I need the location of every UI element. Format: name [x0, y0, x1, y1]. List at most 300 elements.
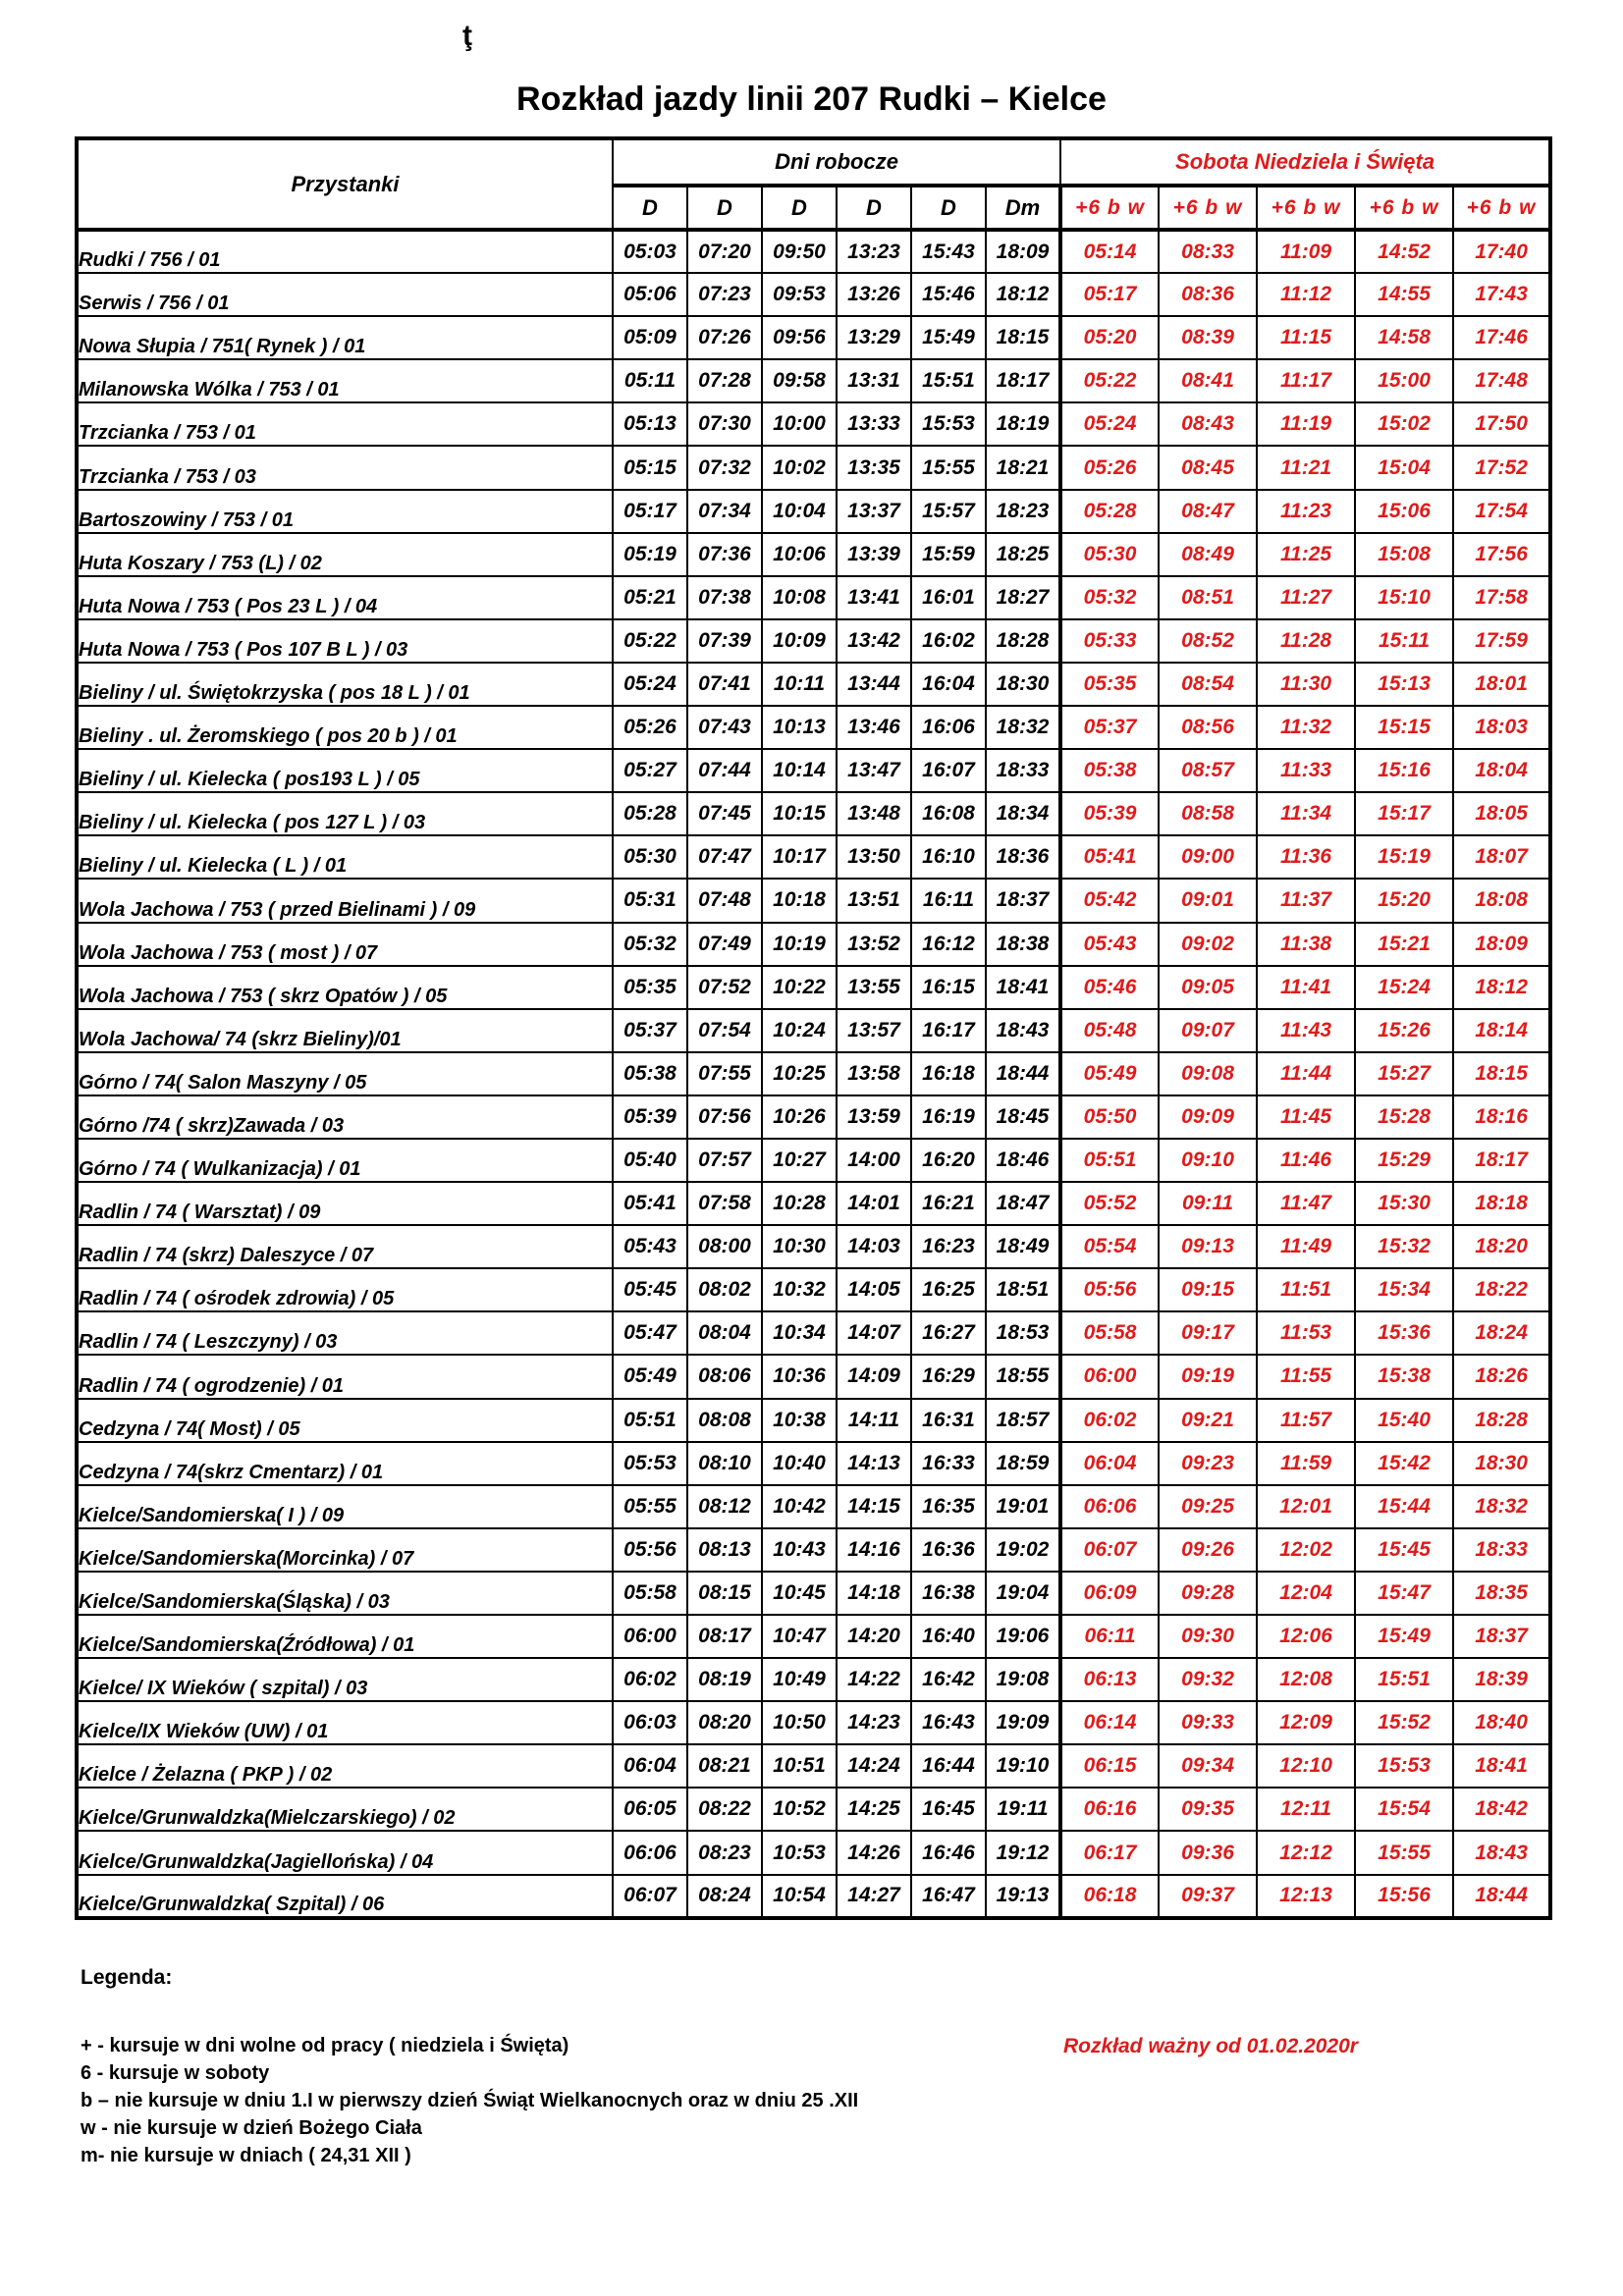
workday-time: 14:05	[837, 1268, 911, 1311]
workday-time: 16:27	[911, 1311, 986, 1355]
workday-time: 05:56	[613, 1528, 687, 1572]
top-mark: ţ	[462, 20, 472, 52]
workday-time: 06:03	[613, 1701, 687, 1744]
workday-time: 10:27	[762, 1139, 837, 1182]
weekend-time: 12:11	[1257, 1788, 1355, 1831]
workday-time: 14:01	[837, 1182, 911, 1225]
weekend-time: 17:48	[1453, 359, 1550, 402]
weekend-time: 18:12	[1453, 966, 1550, 1009]
weekend-time: 08:45	[1159, 446, 1257, 489]
workday-time: 18:28	[986, 619, 1060, 663]
weekend-time: 08:43	[1159, 402, 1257, 446]
workday-time: 05:58	[613, 1572, 687, 1615]
workday-time: 05:31	[613, 879, 687, 922]
weekend-time: 05:42	[1060, 879, 1159, 922]
workday-time: 18:25	[986, 533, 1060, 576]
weekend-time: 08:56	[1159, 706, 1257, 749]
workday-time: 18:46	[986, 1139, 1060, 1182]
weekend-time: 05:20	[1060, 316, 1159, 359]
stop-name: Bieliny . ul. Żeromskiego ( pos 20 b ) / 01	[77, 706, 613, 749]
weekend-time: 11:44	[1257, 1052, 1355, 1095]
weekend-time: 18:30	[1453, 1442, 1550, 1485]
weekend-time: 06:16	[1060, 1788, 1159, 1831]
workday-time: 13:58	[837, 1052, 911, 1095]
workday-time: 10:19	[762, 923, 837, 966]
workday-time: 19:04	[986, 1572, 1060, 1615]
workday-time: 13:33	[837, 402, 911, 446]
workday-time: 14:20	[837, 1615, 911, 1658]
weekend-time: 18:22	[1453, 1268, 1550, 1311]
stop-name: Radlin / 74 ( ogrodzenie) / 01	[77, 1355, 613, 1398]
workday-time: 13:52	[837, 923, 911, 966]
workday-time: 07:36	[687, 533, 762, 576]
weekend-time: 18:33	[1453, 1528, 1550, 1572]
workday-time: 16:40	[911, 1615, 986, 1658]
workday-time: 08:23	[687, 1831, 762, 1874]
workday-time: 05:32	[613, 923, 687, 966]
weekend-time: 08:49	[1159, 533, 1257, 576]
weekend-time: 11:19	[1257, 402, 1355, 446]
workday-time: 05:38	[613, 1052, 687, 1095]
weekend-time: 12:13	[1257, 1875, 1355, 1918]
workday-time: 16:07	[911, 749, 986, 792]
weekend-time: 11:21	[1257, 446, 1355, 489]
stop-name: Radlin / 74 ( Leszczyny) / 03	[77, 1311, 613, 1355]
workday-time: 13:59	[837, 1095, 911, 1139]
column-header-work: Dm	[986, 186, 1060, 230]
table-row	[77, 923, 1550, 966]
workday-time: 05:11	[613, 359, 687, 402]
workday-time: 10:24	[762, 1009, 837, 1052]
weekend-time: 12:10	[1257, 1744, 1355, 1788]
workday-time: 10:52	[762, 1788, 837, 1831]
workday-time: 08:02	[687, 1268, 762, 1311]
workday-time: 07:48	[687, 879, 762, 922]
workday-time: 10:06	[762, 533, 837, 576]
weekend-time: 11:27	[1257, 576, 1355, 619]
workday-time: 13:37	[837, 490, 911, 533]
workday-time: 16:21	[911, 1182, 986, 1225]
workday-time: 10:14	[762, 749, 837, 792]
workday-time: 07:56	[687, 1095, 762, 1139]
workday-time: 05:35	[613, 966, 687, 1009]
workday-time: 05:30	[613, 835, 687, 879]
workday-time: 16:17	[911, 1009, 986, 1052]
workday-time: 10:38	[762, 1399, 837, 1442]
workday-time: 18:27	[986, 576, 1060, 619]
workday-time: 05:47	[613, 1311, 687, 1355]
weekend-time: 18:42	[1453, 1788, 1550, 1831]
workday-time: 07:28	[687, 359, 762, 402]
weekend-time: 09:25	[1159, 1485, 1257, 1528]
weekend-time: 08:57	[1159, 749, 1257, 792]
column-header-weekend: +6 b w	[1060, 186, 1159, 230]
weekend-time: 11:33	[1257, 749, 1355, 792]
workday-time: 18:47	[986, 1182, 1060, 1225]
weekend-time: 06:06	[1060, 1485, 1159, 1528]
column-header-work: D	[837, 186, 911, 230]
table-row	[77, 749, 1550, 792]
weekend-time: 15:10	[1355, 576, 1453, 619]
weekend-time: 15:56	[1355, 1875, 1453, 1918]
workday-time: 07:26	[687, 316, 762, 359]
table-row	[77, 966, 1550, 1009]
weekend-time: 05:46	[1060, 966, 1159, 1009]
weekend-time: 18:04	[1453, 749, 1550, 792]
weekend-time: 06:11	[1060, 1615, 1159, 1658]
table-row	[77, 1615, 1550, 1658]
workday-time: 10:02	[762, 446, 837, 489]
weekend-time: 15:27	[1355, 1052, 1453, 1095]
workday-time: 06:05	[613, 1788, 687, 1831]
weekend-time: 09:00	[1159, 835, 1257, 879]
column-header-weekend: +6 b w	[1355, 186, 1453, 230]
weekend-time: 05:26	[1060, 446, 1159, 489]
workday-time: 16:46	[911, 1831, 986, 1874]
weekend-time: 15:19	[1355, 835, 1453, 879]
weekend-time: 18:37	[1453, 1615, 1550, 1658]
workday-time: 16:01	[911, 576, 986, 619]
weekend-time: 17:46	[1453, 316, 1550, 359]
workday-time: 14:13	[837, 1442, 911, 1485]
weekend-time: 18:08	[1453, 879, 1550, 922]
weekend-time: 09:15	[1159, 1268, 1257, 1311]
weekend-time: 17:56	[1453, 533, 1550, 576]
weekend-time: 11:32	[1257, 706, 1355, 749]
weekend-time: 15:47	[1355, 1572, 1453, 1615]
workday-time: 08:21	[687, 1744, 762, 1788]
weekend-time: 11:43	[1257, 1009, 1355, 1052]
workday-time: 14:23	[837, 1701, 911, 1744]
workday-time: 14:26	[837, 1831, 911, 1874]
table-row	[77, 1268, 1550, 1311]
table-row	[77, 1355, 1550, 1398]
workday-time: 13:57	[837, 1009, 911, 1052]
workday-time: 18:51	[986, 1268, 1060, 1311]
workday-time: 16:36	[911, 1528, 986, 1572]
weekend-time: 05:35	[1060, 663, 1159, 706]
weekend-time: 15:06	[1355, 490, 1453, 533]
weekend-time: 18:39	[1453, 1658, 1550, 1701]
table-row	[77, 1744, 1550, 1788]
weekend-time: 11:09	[1257, 230, 1355, 273]
weekend-time: 12:12	[1257, 1831, 1355, 1874]
workday-time: 16:29	[911, 1355, 986, 1398]
workday-time: 10:42	[762, 1485, 837, 1528]
workday-time: 15:55	[911, 446, 986, 489]
weekend-time: 08:52	[1159, 619, 1257, 663]
stop-name: Kielce/Grunwaldzka(Mielczarskiego) / 02	[77, 1788, 613, 1831]
weekend-time: 09:19	[1159, 1355, 1257, 1398]
weekend-time: 09:36	[1159, 1831, 1257, 1874]
weekend-time: 11:53	[1257, 1311, 1355, 1355]
workday-time: 10:30	[762, 1225, 837, 1268]
workday-time: 07:39	[687, 619, 762, 663]
weekend-time: 15:00	[1355, 359, 1453, 402]
workday-time: 14:11	[837, 1399, 911, 1442]
workday-time: 19:11	[986, 1788, 1060, 1831]
workday-time: 18:57	[986, 1399, 1060, 1442]
workday-time: 15:43	[911, 230, 986, 273]
workday-time: 07:47	[687, 835, 762, 879]
table-row	[77, 1528, 1550, 1572]
weekend-time: 05:41	[1060, 835, 1159, 879]
workday-time: 14:18	[837, 1572, 911, 1615]
weekend-time: 18:43	[1453, 1831, 1550, 1874]
weekend-time: 06:13	[1060, 1658, 1159, 1701]
table-row	[77, 1052, 1550, 1095]
table-row	[77, 1788, 1550, 1831]
workday-time: 18:45	[986, 1095, 1060, 1139]
weekend-time: 09:30	[1159, 1615, 1257, 1658]
weekend-time: 05:37	[1060, 706, 1159, 749]
workday-time: 18:34	[986, 792, 1060, 835]
workday-time: 18:43	[986, 1009, 1060, 1052]
weekend-time: 18:18	[1453, 1182, 1550, 1225]
workday-time: 16:11	[911, 879, 986, 922]
weekend-header: Sobota Niedziela i Święta	[1060, 138, 1550, 186]
weekend-time: 11:30	[1257, 663, 1355, 706]
workday-time: 10:45	[762, 1572, 837, 1615]
stop-name: Bieliny / ul. Kielecka ( L ) / 01	[77, 835, 613, 879]
weekend-time: 18:20	[1453, 1225, 1550, 1268]
stop-name: Górno / 74 ( Wulkanizacja) / 01	[77, 1139, 613, 1182]
weekend-time: 09:37	[1159, 1875, 1257, 1918]
stop-name: Milanowska Wólka / 753 / 01	[77, 359, 613, 402]
workday-time: 08:22	[687, 1788, 762, 1831]
workday-time: 19:12	[986, 1831, 1060, 1874]
workday-time: 18:32	[986, 706, 1060, 749]
weekend-time: 05:49	[1060, 1052, 1159, 1095]
workday-time: 08:00	[687, 1225, 762, 1268]
stop-name: Kielce / Żelazna ( PKP ) / 02	[77, 1744, 613, 1788]
weekend-time: 12:08	[1257, 1658, 1355, 1701]
validity-note: Rozkład ważny od 01.02.2020r	[1063, 2035, 1358, 2057]
table-row	[77, 1701, 1550, 1744]
workday-time: 05:03	[613, 230, 687, 273]
weekend-time: 18:01	[1453, 663, 1550, 706]
workday-time: 14:03	[837, 1225, 911, 1268]
weekend-time: 11:15	[1257, 316, 1355, 359]
workday-time: 14:25	[837, 1788, 911, 1831]
weekend-time: 15:42	[1355, 1442, 1453, 1485]
workday-time: 10:15	[762, 792, 837, 835]
weekend-time: 09:21	[1159, 1399, 1257, 1442]
workday-time: 07:43	[687, 706, 762, 749]
stop-name: Bieliny / ul. Kielecka ( pos193 L ) / 05	[77, 749, 613, 792]
weekend-time: 11:36	[1257, 835, 1355, 879]
workday-time: 09:50	[762, 230, 837, 273]
workday-time: 06:00	[613, 1615, 687, 1658]
weekend-time: 14:55	[1355, 273, 1453, 316]
weekend-time: 06:15	[1060, 1744, 1159, 1788]
workday-time: 18:23	[986, 490, 1060, 533]
weekend-time: 06:07	[1060, 1528, 1159, 1572]
workday-time: 16:43	[911, 1701, 986, 1744]
weekend-time: 11:59	[1257, 1442, 1355, 1485]
workday-time: 05:21	[613, 576, 687, 619]
weekend-time: 15:40	[1355, 1399, 1453, 1442]
workday-time: 07:34	[687, 490, 762, 533]
weekend-time: 15:16	[1355, 749, 1453, 792]
workday-time: 10:13	[762, 706, 837, 749]
workday-time: 14:00	[837, 1139, 911, 1182]
table-row	[77, 663, 1550, 706]
workday-time: 10:26	[762, 1095, 837, 1139]
weekend-time: 09:33	[1159, 1701, 1257, 1744]
stop-name: Huta Nowa / 753 ( Pos 23 L ) / 04	[77, 576, 613, 619]
workday-time: 05:53	[613, 1442, 687, 1485]
table-row	[77, 835, 1550, 879]
weekend-time: 09:34	[1159, 1744, 1257, 1788]
workday-time: 13:39	[837, 533, 911, 576]
table-row	[77, 1572, 1550, 1615]
workday-time: 05:15	[613, 446, 687, 489]
weekend-time: 18:07	[1453, 835, 1550, 879]
workday-time: 05:09	[613, 316, 687, 359]
weekend-time: 11:55	[1257, 1355, 1355, 1398]
workday-time: 05:27	[613, 749, 687, 792]
legend-item: b – nie kursuje w dniu 1.I w pierwszy dzień Świąt Wielkanocnych oraz w dniu 25 .XII	[81, 2090, 859, 2111]
workday-time: 05:13	[613, 402, 687, 446]
workday-time: 18:49	[986, 1225, 1060, 1268]
workday-time: 14:07	[837, 1311, 911, 1355]
weekend-time: 15:17	[1355, 792, 1453, 835]
workday-time: 08:10	[687, 1442, 762, 1485]
workday-time: 13:23	[837, 230, 911, 273]
weekend-time: 09:23	[1159, 1442, 1257, 1485]
workday-time: 16:19	[911, 1095, 986, 1139]
weekend-time: 09:32	[1159, 1658, 1257, 1701]
weekend-time: 08:58	[1159, 792, 1257, 835]
workday-time: 16:47	[911, 1875, 986, 1918]
weekend-time: 05:51	[1060, 1139, 1159, 1182]
weekend-time: 08:54	[1159, 663, 1257, 706]
workday-time: 16:08	[911, 792, 986, 835]
workday-time: 08:04	[687, 1311, 762, 1355]
weekend-time: 09:26	[1159, 1528, 1257, 1572]
stop-name: Kielce/Sandomierska(Źródłowa) / 01	[77, 1615, 613, 1658]
workday-time: 10:53	[762, 1831, 837, 1874]
weekend-time: 12:02	[1257, 1528, 1355, 1572]
weekend-time: 11:45	[1257, 1095, 1355, 1139]
legend-item: 6 - kursuje w soboty	[81, 2062, 270, 2084]
weekend-time: 15:45	[1355, 1528, 1453, 1572]
workday-time: 10:47	[762, 1615, 837, 1658]
weekend-time: 18:35	[1453, 1572, 1550, 1615]
weekend-time: 05:54	[1060, 1225, 1159, 1268]
workday-time: 14:24	[837, 1744, 911, 1788]
stop-name: Huta Koszary / 753 (L) / 02	[77, 533, 613, 576]
stop-name: Nowa Słupia / 751( Rynek ) / 01	[77, 316, 613, 359]
workday-time: 13:51	[837, 879, 911, 922]
weekend-time: 09:10	[1159, 1139, 1257, 1182]
workday-time: 15:46	[911, 273, 986, 316]
weekend-time: 09:07	[1159, 1009, 1257, 1052]
workday-time: 10:43	[762, 1528, 837, 1572]
weekend-time: 09:01	[1159, 879, 1257, 922]
workday-time: 16:02	[911, 619, 986, 663]
weekend-time: 18:16	[1453, 1095, 1550, 1139]
table-row	[77, 230, 1550, 273]
workday-time: 05:41	[613, 1182, 687, 1225]
workday-time: 13:29	[837, 316, 911, 359]
workday-time: 19:08	[986, 1658, 1060, 1701]
table-row	[77, 1182, 1550, 1225]
workday-time: 07:38	[687, 576, 762, 619]
workday-time: 18:38	[986, 923, 1060, 966]
weekend-time: 08:33	[1159, 230, 1257, 273]
workday-time: 10:49	[762, 1658, 837, 1701]
workday-time: 18:55	[986, 1355, 1060, 1398]
weekend-time: 11:38	[1257, 923, 1355, 966]
weekend-time: 05:50	[1060, 1095, 1159, 1139]
weekend-time: 17:40	[1453, 230, 1550, 273]
workday-time: 05:39	[613, 1095, 687, 1139]
stop-name: Huta Nowa / 753 ( Pos 107 B L ) / 03	[77, 619, 613, 663]
workday-time: 15:53	[911, 402, 986, 446]
weekend-time: 18:03	[1453, 706, 1550, 749]
table-row	[77, 706, 1550, 749]
workday-time: 08:12	[687, 1485, 762, 1528]
stop-name: Radlin / 74 ( ośrodek zdrowia) / 05	[77, 1268, 613, 1311]
workday-time: 19:06	[986, 1615, 1060, 1658]
weekend-time: 11:57	[1257, 1399, 1355, 1442]
workday-time: 06:04	[613, 1744, 687, 1788]
workday-time: 19:09	[986, 1701, 1060, 1744]
weekend-time: 15:21	[1355, 923, 1453, 966]
workday-time: 09:53	[762, 273, 837, 316]
workday-time: 15:59	[911, 533, 986, 576]
weekend-time: 15:29	[1355, 1139, 1453, 1182]
stop-name: Kielce/Sandomierska(Śląska) / 03	[77, 1572, 613, 1615]
workday-time: 05:22	[613, 619, 687, 663]
weekend-time: 05:32	[1060, 576, 1159, 619]
workday-time: 08:13	[687, 1528, 762, 1572]
workday-time: 08:19	[687, 1658, 762, 1701]
stop-name: Kielce/Sandomierska( I ) / 09	[77, 1485, 613, 1528]
workday-time: 07:32	[687, 446, 762, 489]
workday-time: 08:15	[687, 1572, 762, 1615]
weekend-time: 05:48	[1060, 1009, 1159, 1052]
workday-time: 07:52	[687, 966, 762, 1009]
weekend-time: 15:53	[1355, 1744, 1453, 1788]
weekend-time: 17:52	[1453, 446, 1550, 489]
workday-time: 13:44	[837, 663, 911, 706]
workday-time: 16:44	[911, 1744, 986, 1788]
weekend-time: 06:09	[1060, 1572, 1159, 1615]
weekend-time: 09:09	[1159, 1095, 1257, 1139]
workday-time: 16:06	[911, 706, 986, 749]
weekend-time: 09:17	[1159, 1311, 1257, 1355]
legend-item: w - nie kursuje w dzień Bożego Ciała	[81, 2117, 422, 2139]
workday-time: 07:54	[687, 1009, 762, 1052]
workday-time: 15:57	[911, 490, 986, 533]
column-header-work: D	[687, 186, 762, 230]
workday-time: 18:59	[986, 1442, 1060, 1485]
table-row	[77, 1831, 1550, 1874]
weekend-time: 15:02	[1355, 402, 1453, 446]
table-row	[77, 1139, 1550, 1182]
weekend-time: 06:18	[1060, 1875, 1159, 1918]
weekend-time: 15:30	[1355, 1182, 1453, 1225]
workday-time: 10:11	[762, 663, 837, 706]
stop-name: Serwis / 756 / 01	[77, 273, 613, 316]
workday-time: 16:10	[911, 835, 986, 879]
workday-time: 16:12	[911, 923, 986, 966]
weekend-time: 11:37	[1257, 879, 1355, 922]
stop-name: Radlin / 74 (skrz) Daleszyce / 07	[77, 1225, 613, 1268]
